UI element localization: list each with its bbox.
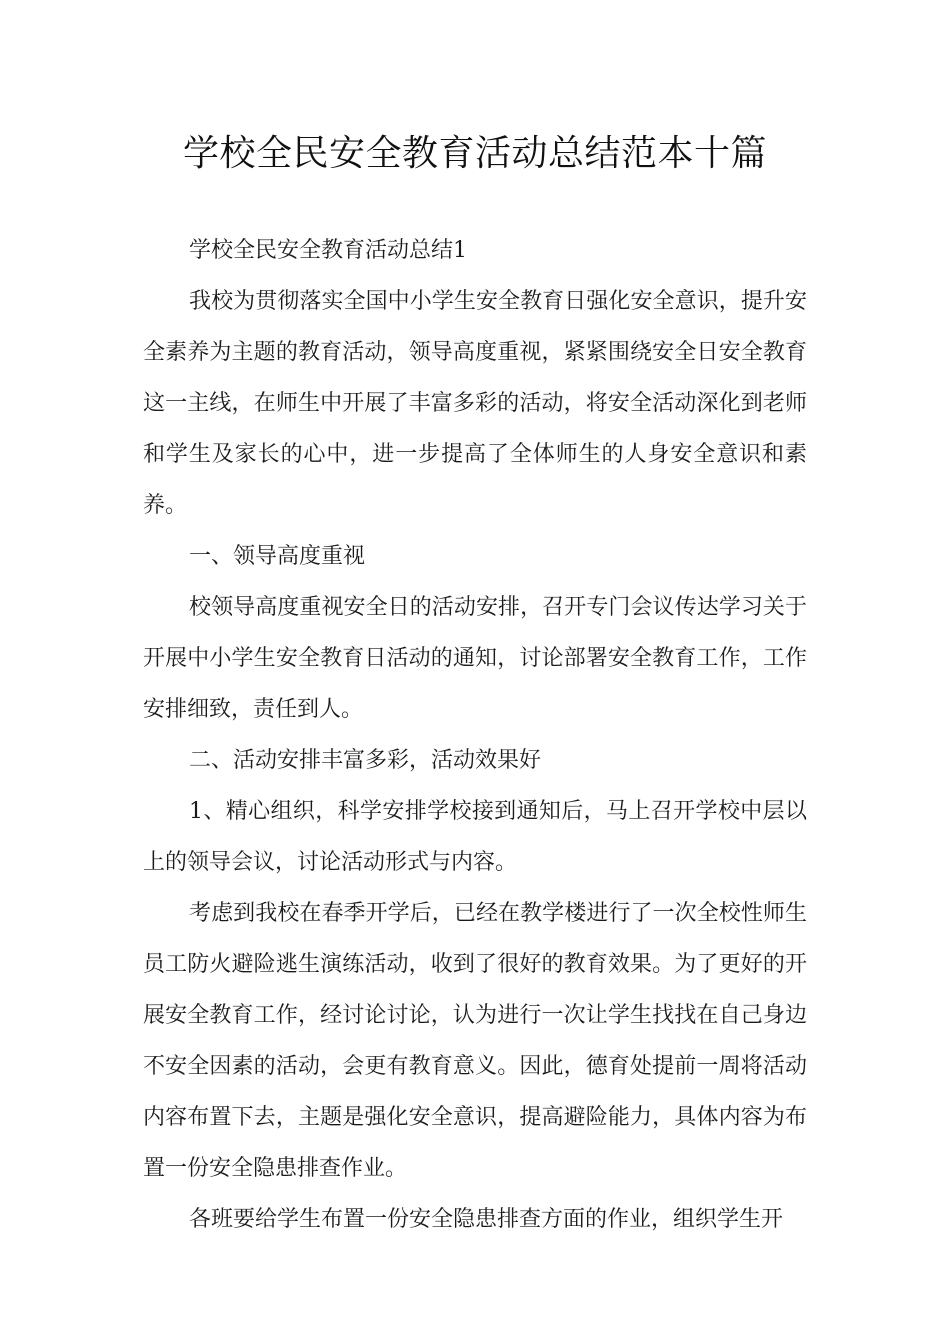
paragraph: 校领导高度重视安全日的活动安排，召开专门会议传达学习关于开展中小学生安全教育日活动的通知，讨论部署安全教育工作，工作安排细致，责任到人。: [143, 595, 807, 722]
paragraph: 1、精心组织，科学安排学校接到通知后，马上召开学校中层以上的领导会议，讨论活动形式与内容。: [143, 799, 807, 875]
paragraph: 考虑到我校在春季开学后，已经在教学楼进行了一次全校性师生员工防火避险逃生演练活动，收到了很好的教育效果。为了更好的开展安全教育工作，经讨论讨论，认为进行一次让学生找找在自己身边不安全因素的活动，会更有教育意义。因此，德育处提前一周将活动内容布置下去，主题是强化安全意识，提高避险能力，具体内容为布置一份安全隐患排查作业。: [143, 901, 807, 1181]
section-heading: 二、活动安排丰富多彩，活动效果好: [189, 748, 542, 773]
paragraph: 我校为贯彻落实全国中小学生安全教育日强化安全意识，提升安全素养为主题的教育活动，领导高度重视，紧紧围绕安全日安全教育这一主线，在师生中开展了丰富多彩的活动，将安全活动深化到老师和学生及家长的心中，进一步提高了全体师生的人身安全意识和素养。: [143, 289, 807, 518]
section-heading: 一、领导高度重视: [189, 544, 366, 569]
document-title: 学校全民安全教育活动总结范本十篇: [182, 133, 767, 174]
section-heading: 学校全民安全教育活动总结1: [189, 238, 467, 263]
paragraph: 各班要给学生布置一份安全隐患排查方面的作业，组织学生开: [189, 1207, 784, 1232]
document-body: [143, 225, 807, 1245]
